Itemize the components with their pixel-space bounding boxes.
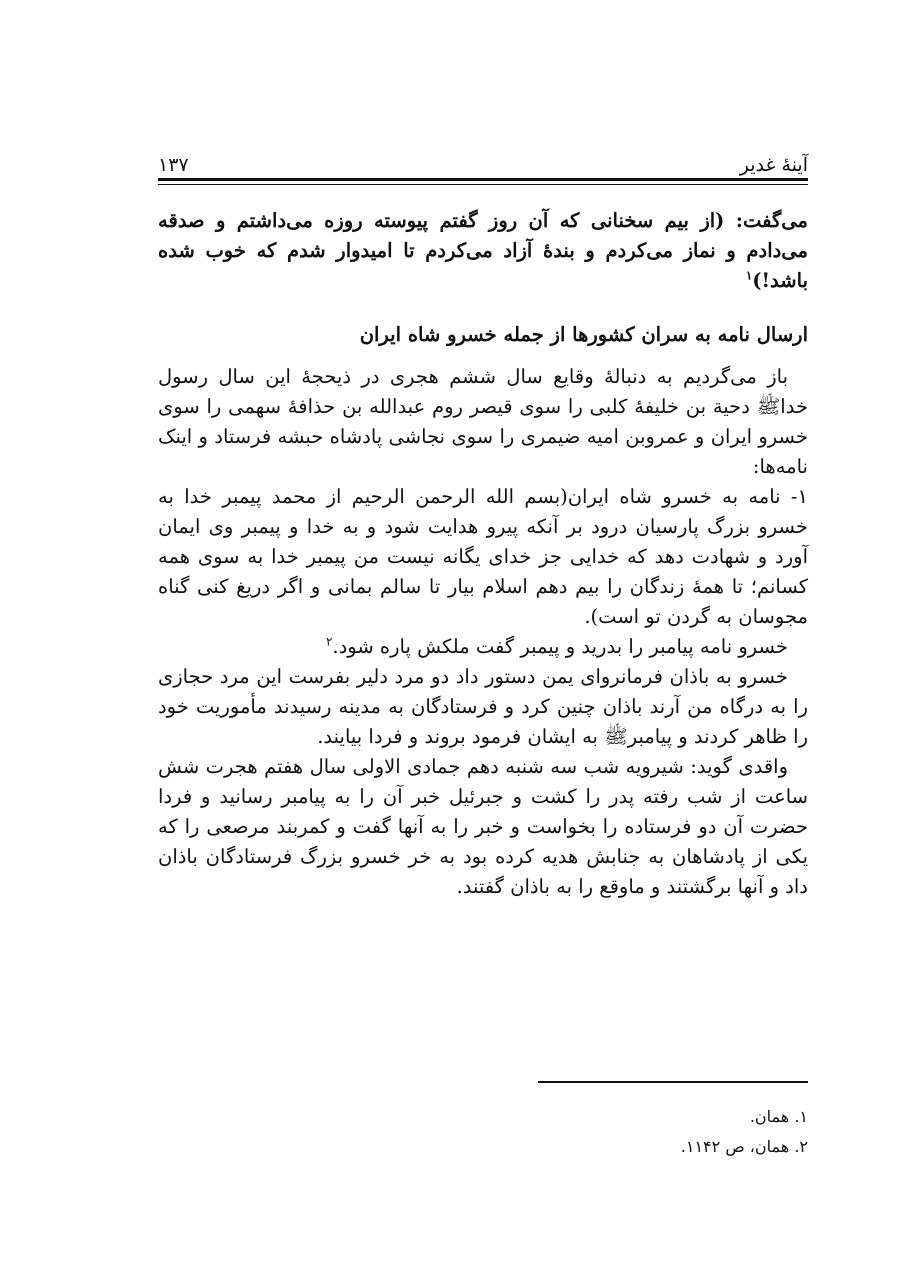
paragraph-2: ۱- نامه به خسرو شاه ایران(بسم الله الرحمن الرحیم از محمد پیمبر خدا به خسرو بزرگ پارسیان درود بر آنکه پیرو هدایت شود و به خدا و پیمبر وی ایمان آورد و شهادت دهد که خدایی جز خدای یگانه نیست من پیمبر خدا به سوی همه کسانم؛ تا همهٔ زندگان را بیم دهم اسلام بیار تا سالم بمانی و اگر دریغ کنی گناه مجوسان به گردن تو است). [158,485,808,628]
body-text [158,206,808,902]
header-rule-thick [158,178,808,181]
paragraph-1: باز می‌گردیم به دنبالهٔ وقایع سال ششم هجری در ذیحجهٔ این سال رسول خداﷺ دحیة بن خلیفهٔ کلبی را سوی قیصر روم عبدالله بن حذافهٔ سهمی را سوی خسرو ایران و عمروبن امیه ضیمری را سوی نجاشی پادشاه حبشه فرستاد و اینک نامه‌ها: [158,365,808,478]
footnote-2: ۲. همان، ص ۱۱۴۲. [680,1137,808,1156]
book-title: آینهٔ غدیر [739,154,808,176]
footnote-ref-2: ۲ [325,634,333,649]
paragraph-5: واقدی گوید: شیرویه شب سه شنبه دهم جمادی الاولی سال هفتم هجرت شش ساعت از شب رفته پدر را کشت و جبرئیل خبر آن را به پیامبر رسانید و فردا حضرت آن دو فرستاده را بخواست و خبر را به آنها گفت و کمربند مرصعی را که یکی از پادشاهان به جنابش هدیه کرده بود به خر خسرو بزرگ فرستادگان باذان داد و آنها برگشتند و ماوقع را به باذان گفتند. [158,755,808,898]
footnote-1: ۱. همان. [749,1107,808,1126]
footnotes [158,1102,808,1162]
paragraph-3 [158,632,808,662]
paragraph-3-text: خسرو نامه پیامبر را بدرید و پیمبر گفت ملکش پاره شود. [332,635,788,658]
paragraph-4: خسرو به باذان فرمانروای یمن دستور داد دو مرد دلیر بفرست این مرد حجازی را به درگاه من آرند باذان چنین کرد و فرستادگان به مدینه رسیدند مأموریت خود را ظاهر کردند و پیامبرﷺ به ایشان فرمود بروند و فردا بیایند. [158,665,808,748]
section-heading: ارسال نامه به سران کشورها از جمله خسرو شاه ایران [359,323,808,346]
footnote-ref-1: ۱ [745,268,753,283]
page-number: ۱۳۷ [158,154,189,176]
footnote-separator [538,1081,808,1083]
quote-text: می‌گفت: (از بیم سخنانی که آن روز گفتم پیوسته روزه می‌داشتم و صدقه می‌دادم و نماز می‌کردم و بندهٔ آزاد می‌کردم تا امیدوار شدم که خوب شده باشد!) [158,209,808,292]
quote-paragraph [158,206,808,296]
header-rule-thin [158,184,808,185]
page-header [158,144,808,176]
